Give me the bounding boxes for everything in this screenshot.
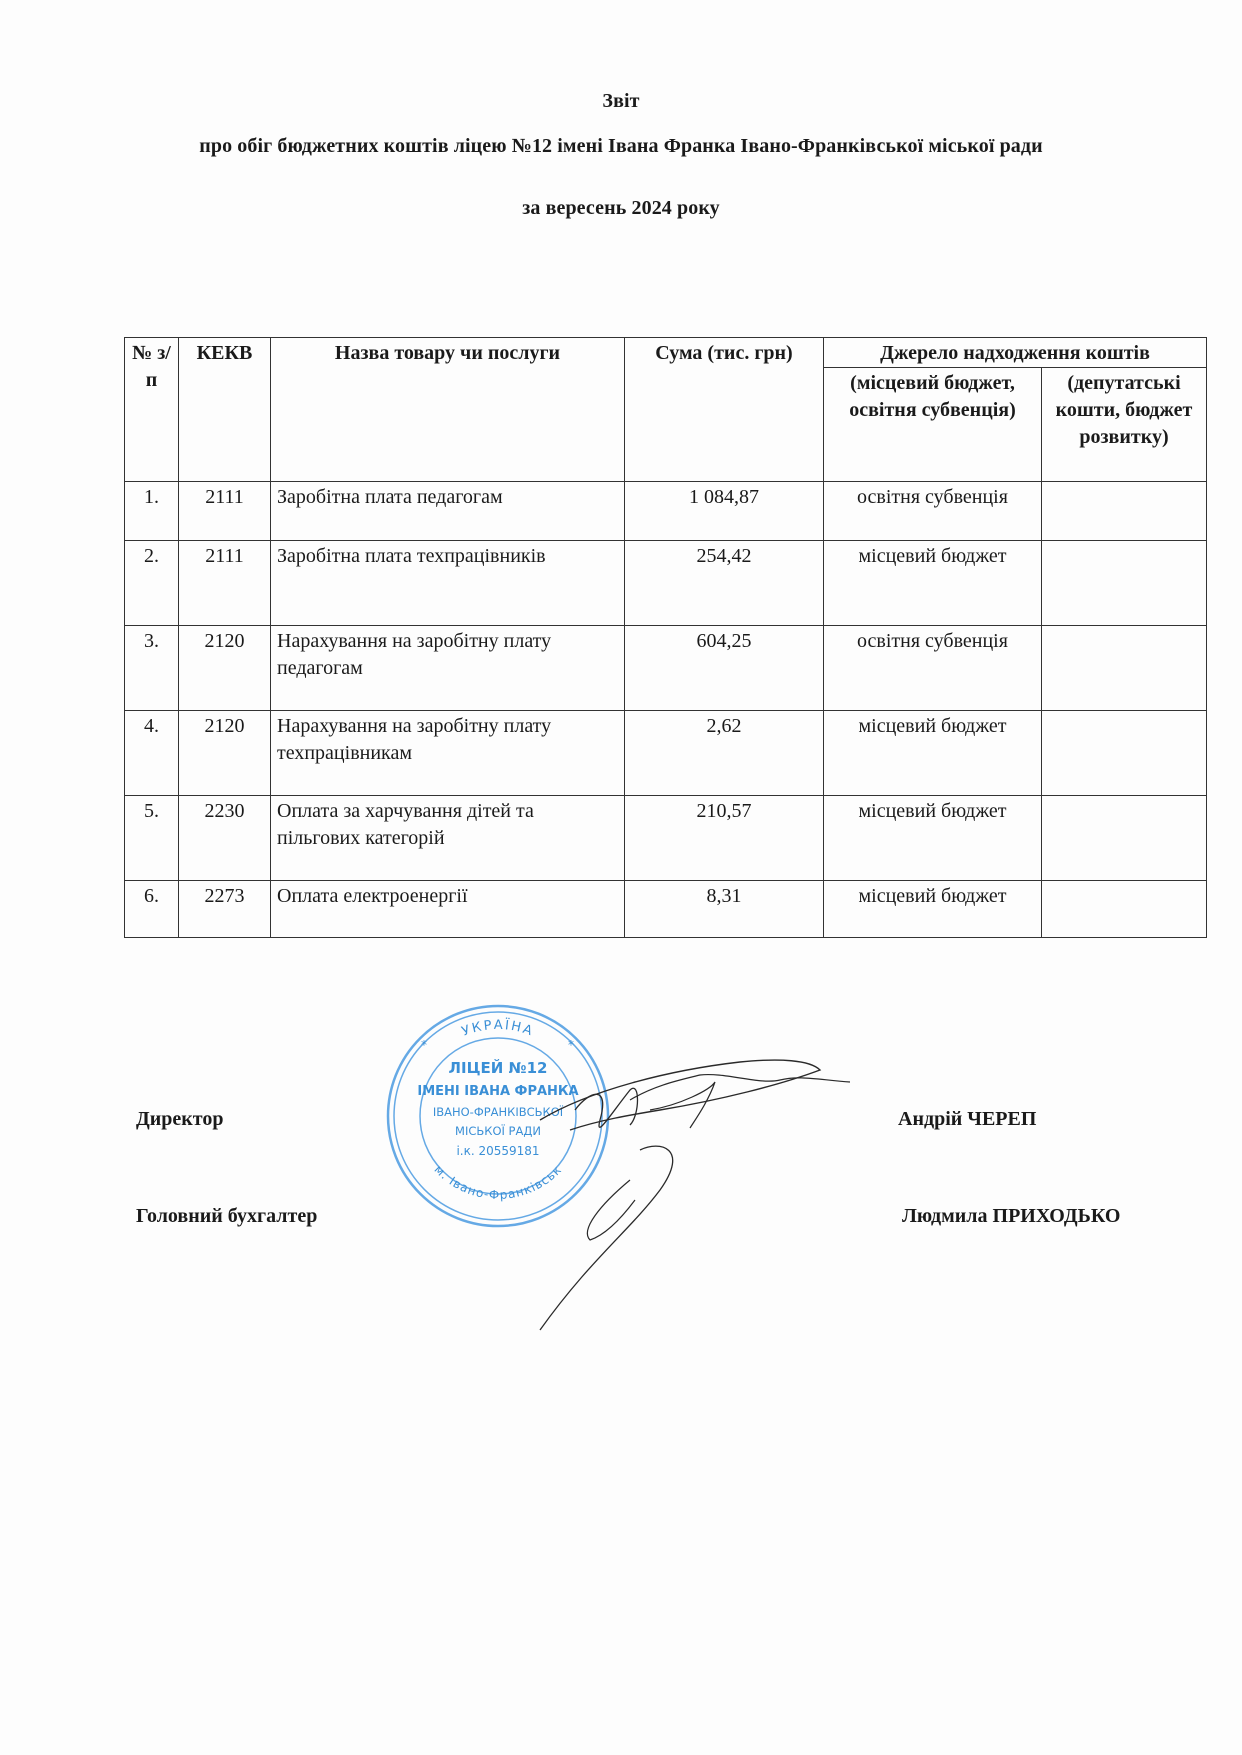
director-label: Директор: [136, 1108, 224, 1130]
row-kekv: 2111: [179, 541, 271, 626]
row-source-local: освітня субвенція: [824, 626, 1042, 711]
row-kekv: 2230: [179, 796, 271, 881]
table-row: [125, 796, 1207, 881]
header-kekv: КЕКВ: [179, 338, 271, 482]
svg-text:*: *: [421, 1038, 427, 1052]
row-source-deputy: [1042, 541, 1207, 626]
stamp-bottom-text: м. Івано-Франківськ: [431, 1162, 565, 1203]
header-source-local: (місцевий бюджет, освітня субвенція): [824, 368, 1042, 482]
accountant-name: Людмила ПРИХОДЬКО: [902, 1205, 1121, 1227]
row-item-name: Оплата за харчування дітей та пільгових категорій: [271, 796, 625, 881]
row-source-deputy: [1042, 626, 1207, 711]
report-title: Звіт: [602, 90, 640, 112]
stamp-line-2: ІМЕНІ ІВАНА ФРАНКА: [417, 1084, 579, 1099]
table-row: [125, 881, 1207, 938]
row-sum: 2,62: [625, 711, 824, 796]
row-source-deputy: [1042, 482, 1207, 541]
report-table: [124, 337, 1207, 938]
row-item-name: Заробітна плата техпрацівників: [271, 541, 625, 626]
row-number: 1.: [125, 482, 179, 541]
row-number: 3.: [125, 626, 179, 711]
row-sum: 210,57: [625, 796, 824, 881]
row-source-local: місцевий бюджет: [824, 796, 1042, 881]
row-item-name: Нарахування на заробітну плату техпрацівникам: [271, 711, 625, 796]
stamp-line-4: МІСЬКОЇ РАДИ: [455, 1124, 541, 1138]
table-row: [125, 711, 1207, 796]
stamp-line-1: ЛІЦЕЙ №12: [448, 1059, 548, 1077]
row-sum: 1 084,87: [625, 482, 824, 541]
row-sum: 8,31: [625, 881, 824, 938]
stamp-top-text: УКРАЇНА: [459, 1017, 536, 1040]
row-item-name: Нарахування на заробітну плату педагогам: [271, 626, 625, 711]
header-item-name: Назва товару чи послуги: [271, 338, 625, 482]
row-source-local: місцевий бюджет: [824, 881, 1042, 938]
row-sum: 604,25: [625, 626, 824, 711]
row-kekv: 2120: [179, 626, 271, 711]
row-item-name: Заробітна плата педагогам: [271, 482, 625, 541]
stamp-line-3: ІВАНО-ФРАНКІВСЬКОЇ: [432, 1105, 564, 1119]
row-source-deputy: [1042, 711, 1207, 796]
table-row: [125, 541, 1207, 626]
report-period: за вересень 2024 року: [522, 197, 720, 219]
row-sum: 254,42: [625, 541, 824, 626]
row-number: 5.: [125, 796, 179, 881]
stamp-line-5: і.к. 20559181: [456, 1144, 540, 1158]
row-item-name: Оплата електроенергії: [271, 881, 625, 938]
row-kekv: 2120: [179, 711, 271, 796]
header-source: Джерело надходження коштів: [824, 338, 1207, 368]
header-number: № з/п: [125, 338, 179, 482]
accountant-label: Головний бухгалтер: [136, 1205, 318, 1227]
header-source-deputy: (депутатські кошти, бюджет розвитку): [1042, 368, 1207, 482]
header-sum: Сума (тис. грн): [625, 338, 824, 482]
director-name: Андрій ЧЕРЕП: [898, 1108, 1037, 1130]
table-row: [125, 626, 1207, 711]
row-source-local: освітня субвенція: [824, 482, 1042, 541]
row-kekv: 2273: [179, 881, 271, 938]
row-number: 4.: [125, 711, 179, 796]
row-number: 2.: [125, 541, 179, 626]
row-source-local: місцевий бюджет: [824, 711, 1042, 796]
svg-text:*: *: [568, 1038, 574, 1052]
row-source-deputy: [1042, 796, 1207, 881]
row-kekv: 2111: [179, 482, 271, 541]
report-subtitle: про обіг бюджетних коштів ліцею №12 імені Івана Франка Івано-Франківської міської ради: [199, 135, 1043, 157]
handwritten-signature: [480, 1030, 860, 1350]
row-source-deputy: [1042, 881, 1207, 938]
table-row: [125, 482, 1207, 541]
row-source-local: місцевий бюджет: [824, 541, 1042, 626]
row-number: 6.: [125, 881, 179, 938]
